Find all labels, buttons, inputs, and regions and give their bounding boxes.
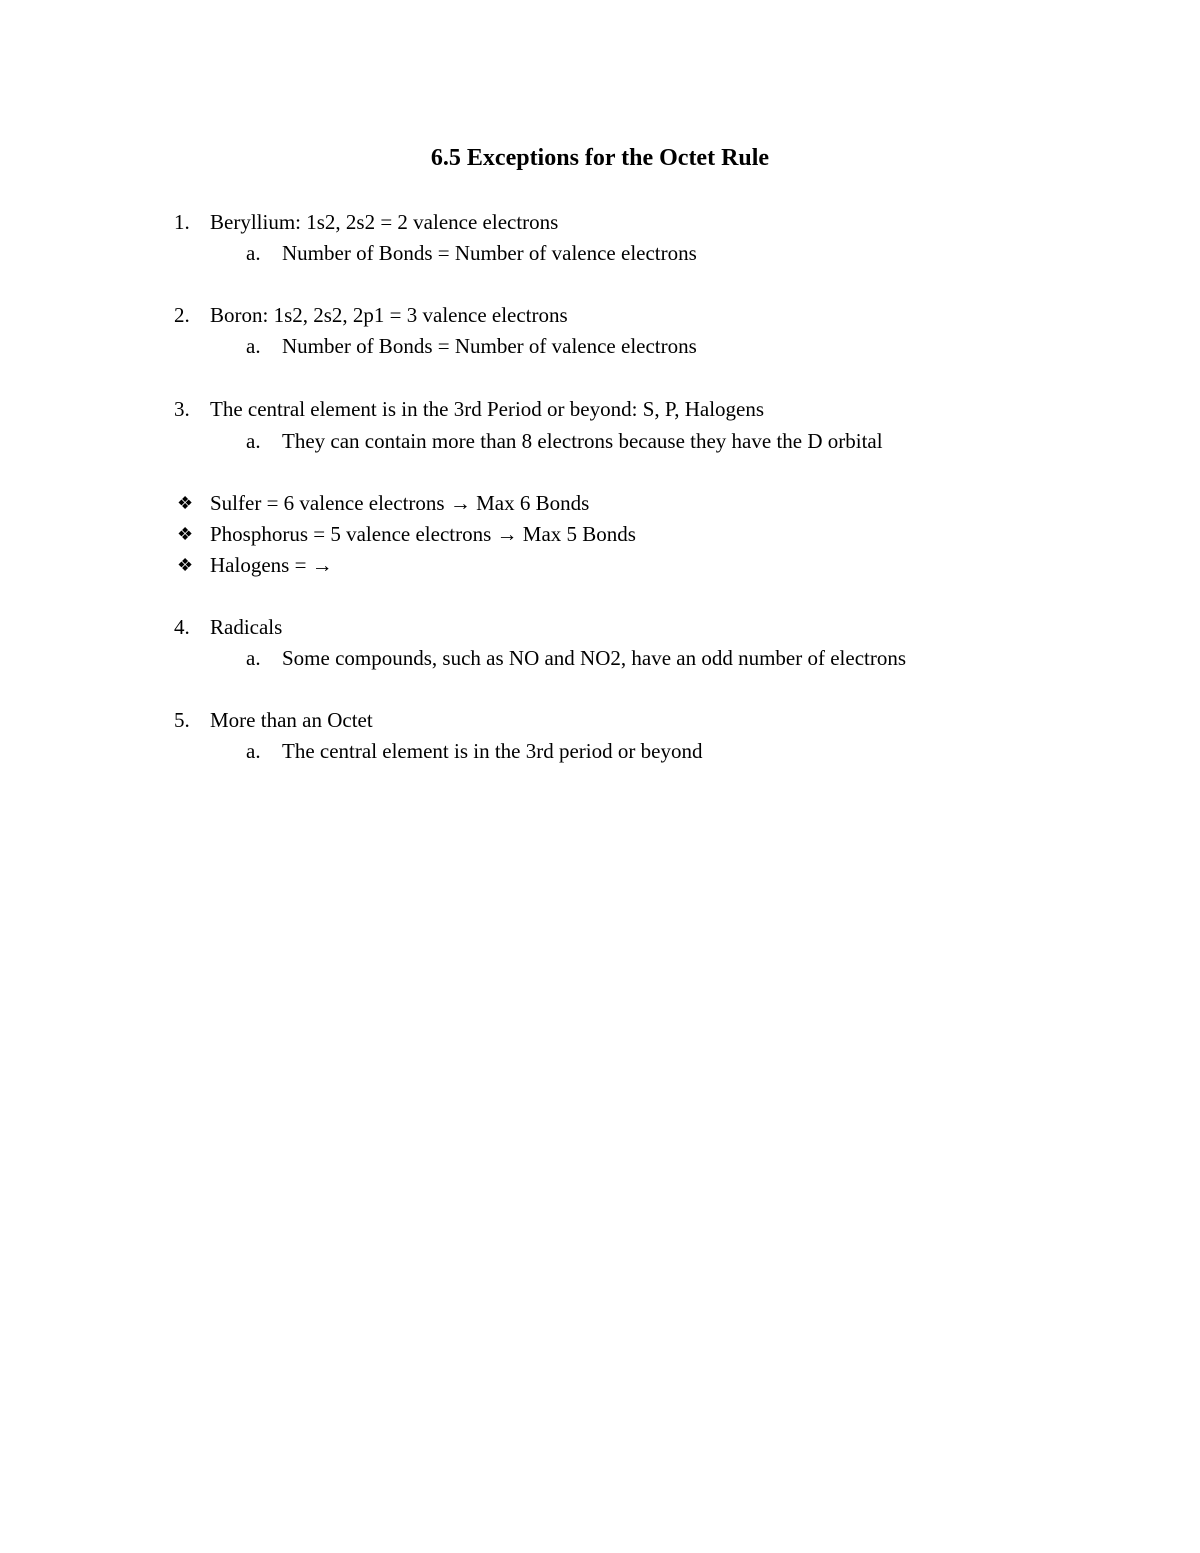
list-marker: 1. [174, 210, 190, 234]
sub-list-marker: a. [246, 739, 261, 763]
sub-list-marker: a. [246, 646, 261, 670]
list-item-text: Beryllium: 1s2, 2s2 = 2 valence electrons [210, 210, 559, 234]
list-item-text: The central element is in the 3rd Period or beyond: S, P, Halogens [210, 397, 765, 421]
sub-list-item-text: Number of Bonds = Number of valence electrons [282, 241, 697, 265]
sub-list-marker: a. [246, 429, 261, 453]
bullet-item-text: Sulfer = 6 valence electrons → Max 6 Bonds [210, 491, 590, 515]
list-marker: 3. [174, 397, 190, 421]
bullet-item-text: Halogens = → [210, 553, 333, 577]
list-item-text: Radicals [210, 615, 283, 639]
sub-list-item-text: Number of Bonds = Number of valence electrons [282, 334, 697, 358]
list-marker: 4. [174, 615, 190, 639]
diamond-bullet-icon: ❖ [177, 524, 194, 544]
sub-list-marker: a. [246, 241, 261, 265]
list-marker: 2. [174, 303, 190, 327]
diamond-bullet-icon: ❖ [177, 493, 194, 513]
sub-list-item-text: Some compounds, such as NO and NO2, have an odd number of electrons [282, 646, 907, 670]
list-marker: 5. [174, 708, 190, 732]
bullet-item-text: Phosphorus = 5 valence electrons → Max 5 Bonds [210, 522, 636, 546]
page-title: 6.5 Exceptions for the Octet Rule [430, 145, 770, 171]
sub-list-item-text: The central element is in the 3rd period or beyond [282, 739, 703, 763]
diamond-bullet-icon: ❖ [177, 555, 194, 575]
sub-list-item-text: They can contain more than 8 electrons because they have the D orbital [282, 429, 883, 453]
sub-list-marker: a. [246, 334, 261, 358]
list-item-text: Boron: 1s2, 2s2, 2p1 = 3 valence electrons [210, 303, 568, 327]
list-item-text: More than an Octet [210, 708, 373, 732]
